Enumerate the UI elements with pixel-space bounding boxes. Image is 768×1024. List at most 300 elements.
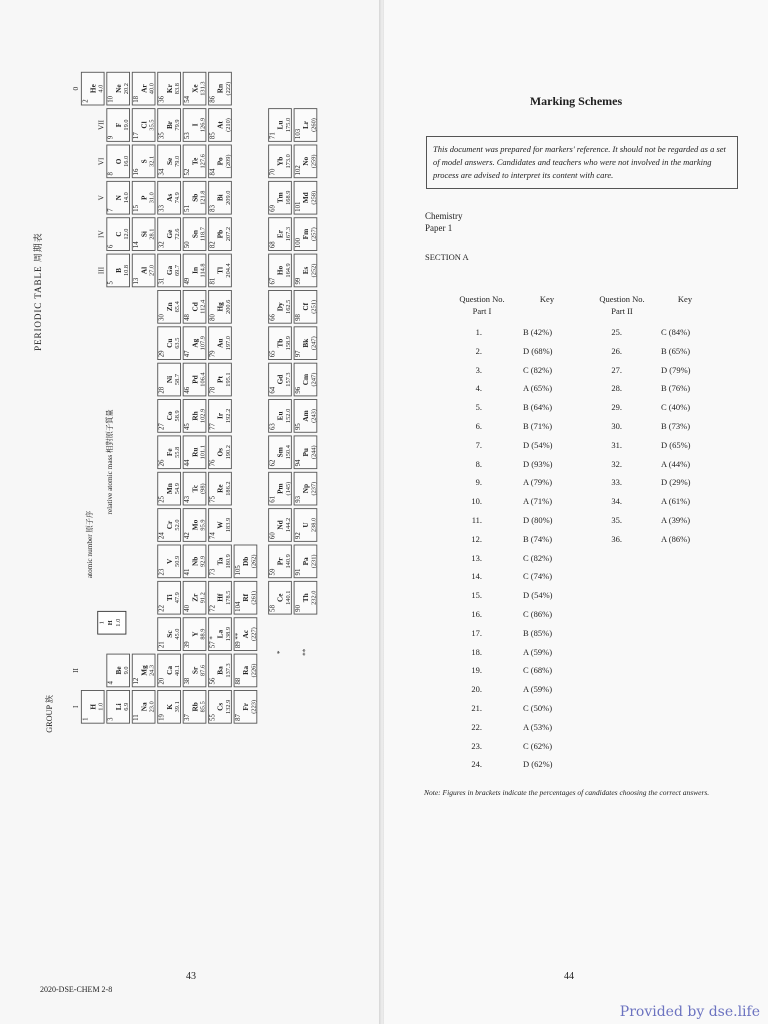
element-symbol: Ar — [139, 84, 148, 93]
element-mass: 168.9 — [284, 190, 292, 205]
part1-answer-key: D (54%) — [523, 590, 553, 601]
element-number: 55 — [208, 714, 217, 721]
element-symbol: Br — [165, 120, 174, 130]
element-mass: (231) — [310, 554, 318, 569]
element-symbol: Nb — [190, 556, 199, 567]
group-header-I: I — [71, 705, 80, 709]
element-mass: (226) — [250, 663, 258, 678]
part1-question-number: 13. — [471, 552, 482, 563]
element-number: 25 — [157, 495, 166, 503]
element-symbol: Ta — [215, 557, 225, 566]
element-cell-sn — [183, 217, 207, 251]
lanthanide-cell-sm — [268, 435, 292, 469]
element-mass: 107.9 — [199, 336, 207, 351]
element-number: 68 — [268, 241, 277, 249]
part2-answer-key: A (44%) — [661, 458, 691, 469]
element-symbol: Db — [241, 556, 250, 567]
element-mass: (260) — [310, 118, 318, 132]
element-symbol: Cr — [165, 520, 174, 530]
element-number: 46 — [182, 386, 191, 394]
part1-answer-key: D (80%) — [523, 515, 553, 525]
element-mass: (244) — [310, 445, 318, 460]
element-number: 22 — [157, 605, 166, 612]
lanthanide-cell-yb — [268, 145, 292, 179]
element-mass: 91.2 — [199, 592, 207, 604]
element-cell-zn — [157, 290, 181, 324]
element-cell-hf — [208, 581, 232, 615]
part1-answer-key: D (62%) — [523, 759, 553, 770]
part1-answer-key: C (50%) — [523, 703, 553, 713]
element-cell-po — [208, 145, 232, 179]
element-cell-ra — [234, 654, 258, 688]
element-cell-pd — [183, 363, 207, 397]
element-mass: 114.8 — [199, 263, 207, 278]
element-cell-db — [234, 545, 258, 579]
element-number: 64 — [268, 386, 277, 394]
marking-schemes-title: Marking Schemes — [529, 94, 623, 108]
element-number: 87 — [233, 714, 242, 721]
part1-question-number: 6. — [475, 421, 482, 431]
element-cell-in — [183, 254, 207, 288]
element-cell-s — [132, 145, 156, 179]
element-mass: 186.2 — [224, 481, 232, 496]
element-mass: 20.2 — [122, 83, 130, 95]
element-symbol: I — [190, 123, 199, 127]
element-number: 48 — [182, 314, 191, 321]
element-number: 24 — [157, 532, 166, 540]
element-cell-mo — [183, 508, 207, 542]
element-cell-rf — [234, 581, 258, 615]
lanthanide-cell-tm — [268, 181, 292, 215]
element-number: 45 — [182, 423, 191, 430]
element-number: 32 — [157, 241, 166, 249]
element-number: 62 — [268, 459, 277, 467]
element-cell-ag — [183, 326, 207, 360]
element-number: 39 — [182, 641, 191, 649]
element-symbol: Co — [165, 411, 174, 421]
element-mass: (145) — [284, 481, 292, 496]
element-symbol: Cs — [215, 702, 225, 711]
element-number: 18 — [131, 95, 140, 103]
element-number: 56 — [208, 677, 217, 685]
part1-answer-key: C (82%) — [523, 552, 553, 563]
element-symbol: Yb — [275, 156, 285, 167]
element-mass: (262) — [250, 554, 258, 569]
element-number: 86 — [208, 95, 217, 103]
element-symbol: Tl — [215, 267, 225, 274]
key-cell-mass: 1.0 — [114, 618, 122, 627]
part1-question-number: 16. — [471, 609, 482, 619]
part1-question-number: 15. — [471, 590, 482, 601]
element-number: 14 — [131, 241, 140, 249]
element-symbol: Pa — [301, 557, 310, 566]
part1-question-number: 23. — [471, 740, 482, 751]
element-mass: 27.0 — [148, 264, 156, 277]
element-number: 96 — [293, 386, 302, 394]
element-number: 99 — [293, 277, 302, 285]
element-mass: 4.0 — [97, 84, 105, 93]
element-symbol: Cl — [139, 121, 148, 129]
lanthanide-cell-lu — [268, 108, 292, 142]
group-label: GROUP 族 — [44, 695, 54, 733]
element-symbol: Zr — [190, 593, 199, 602]
element-symbol: Tc — [190, 484, 199, 493]
part1-answer-key: D (93%) — [523, 458, 553, 469]
element-symbol: Pm — [275, 483, 285, 494]
element-mass: (222) — [224, 81, 232, 96]
part1-question-number: 10. — [471, 496, 482, 507]
element-number: 76 — [208, 459, 217, 467]
part1-answer-key: A (79%) — [523, 477, 553, 488]
element-number: 63 — [268, 423, 277, 430]
element-symbol: Md — [301, 192, 310, 204]
element-number: 73 — [208, 568, 217, 576]
element-cell-sb — [183, 181, 207, 215]
part2-question-number: 26. — [611, 345, 622, 356]
element-number: 35 — [157, 132, 166, 140]
element-number: 75 — [208, 495, 217, 503]
element-symbol: Lr — [301, 120, 310, 130]
doc-code: 2020-DSE-CHEM 2-8 — [40, 985, 113, 994]
element-symbol: Gd — [275, 374, 285, 385]
element-mass: 14.0 — [122, 192, 130, 204]
element-mass: 131.3 — [199, 81, 207, 96]
element-cell-te — [183, 145, 207, 179]
element-cell-mn — [157, 472, 181, 506]
element-mass: 112.4 — [199, 299, 207, 314]
element-mass: 207.2 — [224, 226, 232, 242]
actinide-cell-bk — [294, 326, 318, 360]
element-number: 19 — [157, 714, 166, 721]
element-symbol: Bk — [301, 338, 310, 348]
element-symbol: Dy — [275, 302, 285, 312]
element-cell-ga — [157, 254, 181, 288]
element-number: 31 — [157, 277, 166, 285]
element-cell-na — [132, 690, 156, 724]
element-cell-la — [208, 617, 232, 651]
element-symbol: Hg — [215, 302, 225, 312]
element-mass: 47.9 — [173, 592, 181, 604]
element-cell-tc — [183, 472, 207, 506]
lanthanide-cell-pr — [268, 545, 292, 579]
element-mass: 92.9 — [199, 555, 207, 567]
element-number: 88 — [233, 677, 242, 685]
part1-answer-key: B (64%) — [523, 402, 553, 413]
element-number: 79 — [208, 350, 217, 358]
part1-answer-key: A (71%) — [523, 496, 553, 507]
part2-answer-key: A (61%) — [661, 496, 691, 507]
element-cell-rh — [183, 399, 207, 433]
part1-question-number: 24. — [471, 759, 482, 770]
part1-question-number: 9. — [475, 477, 482, 488]
part2-question-number: 29. — [611, 402, 622, 413]
element-cell-n — [106, 181, 130, 215]
element-symbol: Hf — [215, 593, 225, 602]
element-symbol: Ba — [215, 666, 225, 675]
part1-answer-key: A (65%) — [523, 383, 553, 394]
element-cell-nb — [183, 545, 207, 579]
element-cell-kr — [157, 72, 181, 106]
element-mass: (237) — [310, 481, 318, 496]
element-number: 28 — [157, 386, 166, 394]
element-mass: 54.9 — [173, 483, 181, 495]
lanthanide-cell-dy — [268, 290, 292, 324]
element-mass: (209) — [224, 154, 232, 169]
element-number: 77 — [208, 423, 217, 430]
element-number: 102 — [293, 165, 302, 176]
element-symbol: Cd — [190, 302, 199, 312]
element-mass: 83.8 — [173, 83, 181, 95]
element-symbol: Ce — [275, 593, 285, 602]
element-cell-cd — [183, 290, 207, 324]
element-symbol: Al — [139, 266, 148, 275]
element-cell-al — [132, 254, 156, 288]
element-number: 37 — [182, 714, 191, 721]
element-cell-at — [208, 108, 232, 142]
element-mass: 138.9 — [224, 626, 232, 642]
element-symbol: Pd — [190, 375, 199, 384]
header-part2: Part II — [611, 306, 633, 316]
element-number: 78 — [208, 386, 217, 394]
group-header-VI: VI — [97, 157, 106, 166]
element-symbol: At — [215, 121, 225, 129]
element-number: 65 — [268, 350, 277, 358]
element-mass: 118.7 — [199, 227, 207, 242]
element-cell-ge — [157, 217, 181, 251]
element-mass: (223) — [250, 699, 258, 714]
element-symbol: Mo — [190, 519, 199, 531]
element-mass: 140.9 — [284, 554, 292, 569]
lanthanide-cell-tb — [268, 326, 292, 360]
element-number: 101 — [293, 201, 302, 212]
element-number: 85 — [208, 132, 217, 140]
element-symbol: La — [215, 629, 225, 639]
actinide-cell-pu — [294, 435, 318, 469]
element-cell-pb — [208, 217, 232, 251]
element-mass: 167.3 — [284, 226, 292, 242]
element-mass: 31.0 — [148, 192, 156, 204]
element-symbol: P — [139, 195, 148, 200]
group-header-IV: IV — [97, 230, 106, 238]
element-cell-ne — [106, 72, 130, 106]
element-mass: 121.8 — [199, 190, 207, 205]
element-cell-hg — [208, 290, 232, 324]
element-mass: (261) — [250, 590, 258, 605]
element-symbol: Pu — [301, 448, 310, 457]
part1-answer-key: C (74%) — [523, 571, 553, 582]
element-symbol: Ac — [241, 629, 250, 639]
element-mass: (243) — [310, 409, 318, 423]
part1-answer-key: D (68%) — [523, 345, 553, 356]
left-page — [0, 0, 380, 1024]
part2-answer-key: A (39%) — [661, 515, 691, 525]
element-symbol: Ca — [165, 666, 174, 675]
part1-answer-key: C (86%) — [523, 609, 553, 619]
element-symbol: V — [165, 558, 174, 564]
lanthanide-cell-pm — [268, 472, 292, 506]
element-number: 50 — [182, 241, 191, 249]
element-symbol: Er — [275, 230, 285, 239]
element-number: 26 — [157, 459, 166, 467]
key-cell-z: 1 — [98, 621, 106, 625]
part1-answer-key: D (54%) — [523, 439, 553, 450]
part1-answer-key: B (74%) — [523, 533, 553, 544]
element-number: 12 — [131, 677, 140, 685]
element-symbol: Fm — [301, 228, 310, 240]
element-number: 57 * — [208, 636, 217, 649]
element-mass: 65.4 — [173, 301, 181, 313]
element-number: 2 — [80, 99, 90, 103]
element-mass: 28.1 — [148, 228, 156, 240]
element-mass: 162.5 — [284, 299, 292, 314]
element-number: 9 — [106, 135, 115, 140]
element-mass: 150.4 — [284, 445, 292, 460]
element-symbol: Cm — [301, 373, 310, 386]
part1-question-number: 20. — [471, 684, 482, 695]
element-cell-v — [157, 545, 181, 579]
element-symbol: Ag — [190, 338, 199, 348]
header-key-2: Key — [677, 294, 693, 304]
part2-question-number: 35. — [611, 515, 622, 525]
element-number: 51 — [182, 205, 191, 212]
part2-answer-key: D (65%) — [661, 439, 691, 450]
element-number: 66 — [268, 314, 277, 321]
element-cell-au — [208, 326, 232, 360]
element-cell-sc — [157, 617, 181, 651]
actinide-cell-cm — [294, 363, 318, 397]
element-number: 23 — [157, 568, 166, 576]
element-symbol: Mn — [165, 483, 174, 495]
part2-question-number: 31. — [611, 439, 622, 450]
element-cell-bi — [208, 181, 232, 215]
part1-answer-key: B (85%) — [523, 627, 553, 638]
element-symbol: Sb — [190, 193, 199, 202]
part1-answer-key: C (62%) — [523, 740, 553, 751]
element-number: 6 — [106, 244, 115, 249]
element-mass: 238.0 — [310, 517, 318, 533]
element-cell-c — [106, 217, 130, 251]
element-symbol: Fr — [241, 702, 250, 711]
element-number: 84 — [208, 168, 217, 176]
element-symbol: Po — [215, 157, 225, 166]
element-number: 69 — [268, 205, 277, 212]
element-mass: 45.0 — [173, 628, 181, 640]
part1-question-number: 4. — [475, 383, 482, 394]
element-symbol: S — [139, 159, 148, 164]
key-cell — [97, 611, 126, 635]
element-symbol: Zn — [165, 302, 174, 312]
element-number: 90 — [293, 605, 302, 612]
element-number: 3 — [106, 717, 115, 721]
group-header-V: V — [97, 195, 106, 201]
element-number: 60 — [268, 532, 277, 540]
element-mass: 55.8 — [173, 446, 181, 458]
element-cell-xe — [183, 72, 207, 106]
part2-answer-key: C (84%) — [661, 327, 691, 337]
part2-question-number: 25. — [611, 327, 622, 337]
element-mass: 204.4 — [224, 263, 232, 278]
right-page — [384, 0, 768, 1024]
lanthanide-cell-ce — [268, 581, 292, 615]
element-symbol: O — [114, 158, 123, 165]
element-cell-rb — [183, 690, 207, 724]
element-mass: 152.0 — [284, 408, 292, 424]
element-mass: 178.5 — [224, 590, 232, 605]
element-mass: 209.0 — [224, 190, 232, 205]
element-mass: 35.5 — [148, 119, 156, 131]
element-number: 105 — [233, 565, 242, 576]
periodic-table — [30, 60, 330, 733]
element-number: 67 — [268, 277, 277, 285]
part1-question-number: 17. — [471, 627, 482, 638]
element-symbol: N — [114, 195, 123, 201]
element-symbol: Tb — [275, 338, 285, 348]
element-symbol: Be — [114, 666, 123, 675]
part1-question-number: 22. — [471, 721, 482, 732]
element-symbol: Sc — [165, 630, 174, 638]
element-symbol: Sm — [275, 447, 285, 458]
element-symbol: Ru — [190, 447, 199, 457]
part1-answer-key: A (53%) — [523, 721, 553, 732]
element-mass: 50.9 — [173, 555, 181, 567]
element-symbol: Cu — [165, 338, 174, 348]
actinide-cell-pa — [294, 545, 318, 579]
element-mass: 9.0 — [122, 666, 130, 675]
element-number: 43 — [182, 495, 191, 503]
lanthanide-cell-nd — [268, 508, 292, 542]
element-symbol: B — [114, 268, 123, 273]
part2-question-number: 36. — [611, 533, 622, 544]
part1-question-number: 19. — [471, 665, 482, 676]
element-mass: 232.0 — [310, 590, 318, 605]
element-mass: 40.0 — [148, 83, 156, 95]
lanthanide-marker: * — [275, 650, 284, 655]
element-symbol: K — [165, 703, 174, 710]
element-mass: 101.1 — [199, 445, 207, 460]
element-number: 11 — [131, 714, 140, 721]
element-cell-o — [106, 145, 130, 179]
element-mass: (98) — [199, 483, 207, 494]
subject-name: Chemistry — [425, 211, 463, 221]
element-mass: 173.0 — [284, 154, 292, 169]
element-number: 44 — [182, 459, 191, 467]
element-number: 58 — [268, 605, 277, 612]
element-symbol: Rb — [190, 702, 199, 712]
part2-answer-key: A (86%) — [661, 533, 691, 544]
element-cell-be — [106, 654, 130, 688]
part2-question-number: 33. — [611, 477, 622, 488]
page-number-right: 44 — [564, 971, 574, 982]
element-symbol: Rf — [241, 593, 250, 602]
element-number: 47 — [182, 350, 191, 358]
element-symbol: Np — [301, 483, 310, 494]
part1-answer-key: B (42%) — [523, 327, 553, 337]
part2-answer-key: B (76%) — [661, 383, 691, 394]
element-number: 93 — [293, 495, 302, 503]
element-symbol: Au — [215, 338, 225, 348]
element-number: 17 — [131, 132, 140, 140]
element-cell-cu — [157, 326, 181, 360]
part2-answer-key: B (73%) — [661, 421, 691, 431]
element-symbol: Re — [215, 484, 225, 493]
element-mass: 63.5 — [173, 337, 181, 349]
element-cell-w — [208, 508, 232, 542]
relative-mass-label: relative atomic mass 相對原子質量 — [105, 409, 114, 515]
element-symbol: Ti — [165, 594, 174, 602]
element-symbol: Pt — [215, 376, 225, 383]
group-header-VII: VII — [97, 119, 106, 131]
key-cell-symbol: H — [106, 620, 114, 626]
